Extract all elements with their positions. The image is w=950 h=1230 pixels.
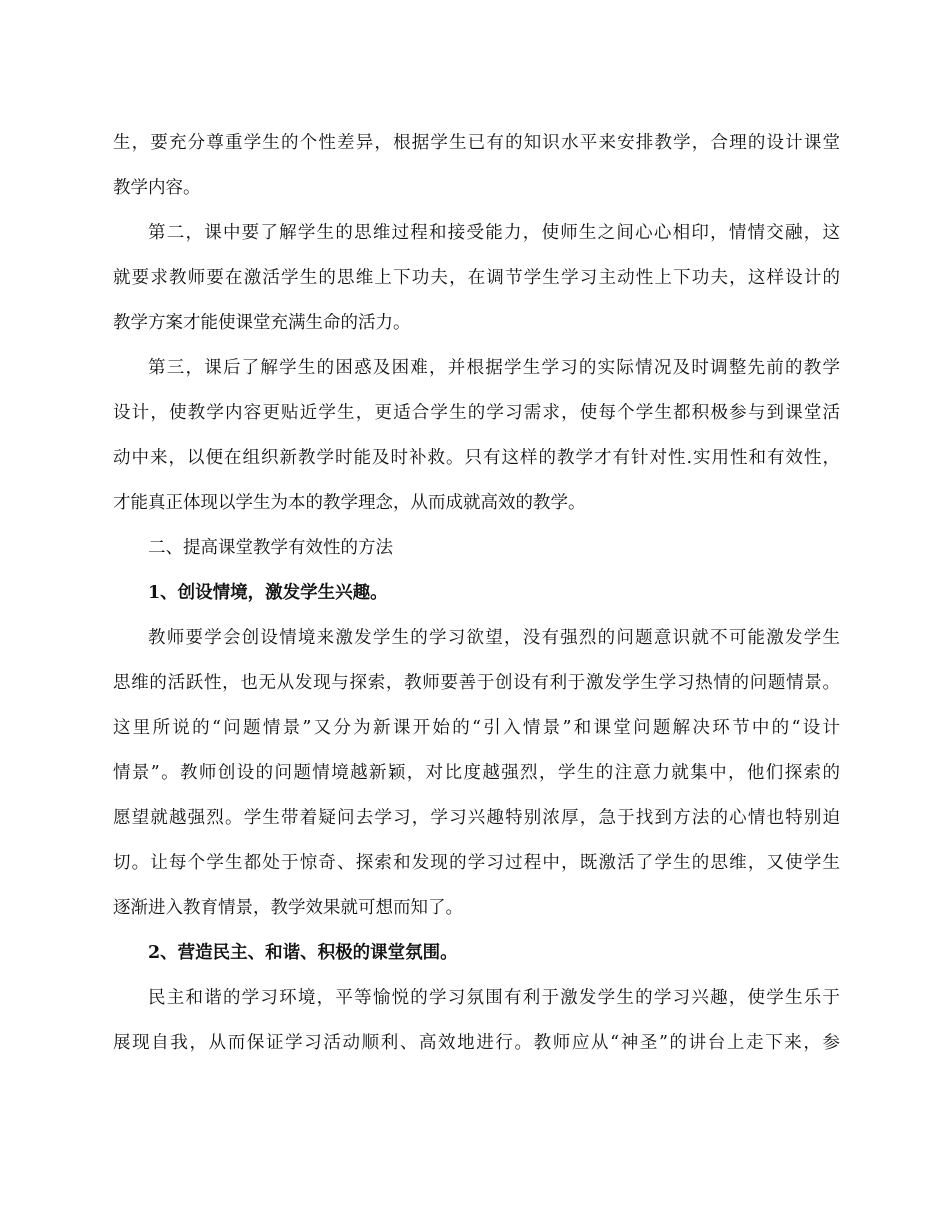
text-line: 生，要充分尊重学生的个性差异，根据学生已有的知识水平来安排教学，合理的设计课堂 bbox=[113, 133, 840, 153]
text-line: 才能真正体现以学生为本的教学理念，从而成就高效的教学。 bbox=[113, 493, 586, 513]
text-line: 就要求教师要在激活学生的思维上下功夫，在调节学生学习主动性上下功夫，这样设计的 bbox=[113, 268, 840, 288]
text-line: 民主和谐的学习环境，平等愉悦的学习氛围有利于激发学生的学习兴趣，使学生乐于 bbox=[148, 988, 840, 1008]
text-line: 思维的活跃性，也无从发现与探索，教师要善于创设有利于激发学生学习热情的问题情景。 bbox=[113, 673, 840, 693]
section-heading: 二、提高课堂教学有效性的方法 bbox=[148, 538, 393, 558]
text-line: 教师要学会创设情境来激发学生的学习欲望，没有强烈的问题意识就不可能激发学生 bbox=[148, 628, 840, 648]
text-line: 这里所说的“问题情景”又分为新课开始的“引入情景”和课堂问题解决环节中的“设计 bbox=[113, 718, 840, 738]
text-line: 愿望就越强烈。学生带着疑问去学习，学习兴趣特别浓厚，急于找到方法的心情也特别迫 bbox=[113, 808, 840, 828]
subsection-heading: 2、营造民主、和谐、积极的课堂氛围。 bbox=[148, 943, 458, 963]
text-line: 动中来，以便在组织新教学时能及时补救。只有这样的教学才有针对性.实用性和有效性， bbox=[113, 448, 840, 468]
subsection-heading: 1、创设情境，激发学生兴趣。 bbox=[148, 583, 388, 603]
text-line: 切。让每个学生都处于惊奇、探索和发现的学习过程中，既激活了学生的思维，又使学生 bbox=[113, 853, 840, 873]
text-line: 情景”。教师创设的问题情境越新颖，对比度越强烈，学生的注意力就集中，他们探索的 bbox=[113, 763, 840, 783]
document-body bbox=[113, 121, 840, 1066]
text-line: 逐渐进入教育情景，教学效果就可想而知了。 bbox=[113, 898, 463, 918]
text-line: 教学内容。 bbox=[113, 178, 201, 198]
text-line: 设计，使教学内容更贴近学生，更适合学生的学习需求，使每个学生都积极参与到课堂活 bbox=[113, 403, 840, 423]
text-line: 展现自我，从而保证学习活动顺利、高效地进行。教师应从“神圣”的讲台上走下来，参 bbox=[113, 1033, 840, 1053]
text-line: 第二，课中要了解学生的思维过程和接受能力，使师生之间心心相印，情情交融，这 bbox=[148, 223, 840, 243]
text-line: 第三，课后了解学生的困惑及困难，并根据学生学习的实际情况及时调整先前的教学 bbox=[148, 358, 840, 378]
text-line: 教学方案才能使课堂充满生命的活力。 bbox=[113, 313, 411, 333]
